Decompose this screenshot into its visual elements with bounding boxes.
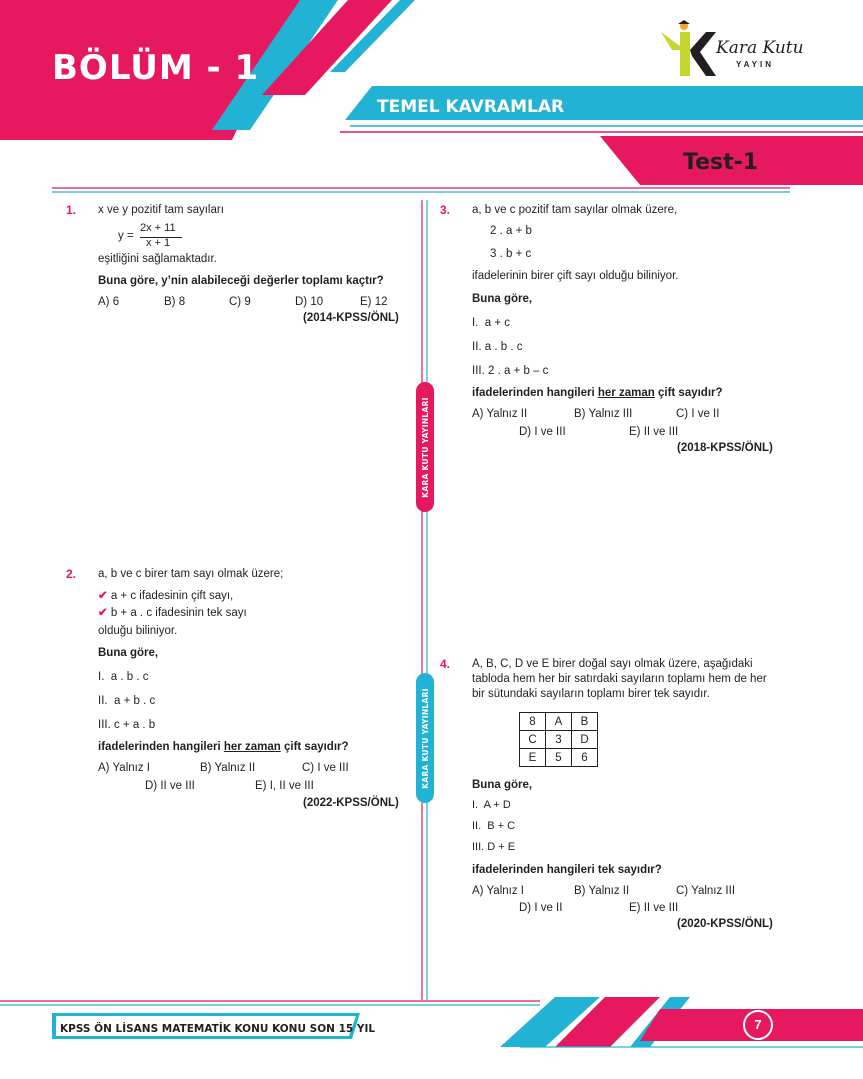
table-cell: 5	[546, 749, 572, 767]
q3-expr-1: 2 . a + b	[490, 225, 532, 237]
table-row	[520, 749, 598, 767]
q1-eq-lhs: y =	[118, 230, 134, 242]
q2-option-b[interactable]: B) Yalnız II	[200, 762, 256, 774]
q4-number: 4.	[440, 657, 451, 671]
footer-title: KPSS ÖN LİSANS MATEMATİK KONU KONU SON 15 YIL	[60, 1023, 376, 1035]
q2-option-a[interactable]: A) Yalnız I	[98, 762, 150, 774]
q1-line2: eşitliğini sağlamaktadır.	[98, 253, 217, 265]
q2-item-1: I. a . b . c	[98, 671, 149, 683]
q2-check2: ✔ b + a . c ifadesinin tek sayı	[98, 607, 247, 619]
q3-question: ifadelerinden hangileri her zaman çift sayıdır?	[472, 387, 723, 399]
q3-option-e[interactable]: E) II ve III	[629, 426, 679, 438]
q1-source: (2014-KPSS/ÖNL)	[303, 312, 399, 324]
table-cell: 8	[520, 713, 546, 731]
q1-eq-denominator: x + 1	[146, 237, 171, 249]
q3-option-a[interactable]: A) Yalnız II	[472, 408, 528, 420]
q3-option-c[interactable]: C) I ve II	[676, 408, 720, 420]
q4-table	[519, 712, 598, 767]
table-cell: D	[572, 731, 598, 749]
q1-option-b[interactable]: B) 8	[164, 296, 186, 308]
q4-text-2: tabloda hem her bir satırdaki sayıların toplamı hem de her	[472, 673, 767, 685]
q1-option-e[interactable]: E) 12	[360, 296, 388, 308]
q3-number: 3.	[440, 203, 451, 217]
q2-option-c[interactable]: C) I ve III	[302, 762, 349, 774]
q2-question: ifadelerinden hangileri her zaman çift sayıdır?	[98, 741, 349, 753]
q1-intro: x ve y pozitif tam sayıları	[98, 204, 224, 216]
q2-intro: a, b ve c birer tam sayı olmak üzere;	[98, 568, 284, 580]
q1-option-c[interactable]: C) 9	[229, 296, 251, 308]
section-title: TEMEL KAVRAMLAR	[377, 97, 565, 117]
q4-option-d[interactable]: D) I ve II	[519, 902, 563, 914]
q3-line: ifadelerinin birer çift sayı olduğu biliniyor.	[472, 270, 679, 282]
q4-item-3: III. D + E	[472, 841, 516, 853]
table-cell: A	[546, 713, 572, 731]
q4-option-c[interactable]: C) Yalnız III	[676, 885, 736, 897]
chapter-title: BÖLÜM - 1	[52, 48, 260, 88]
q2-line: olduğu biliniyor.	[98, 625, 178, 637]
q1-number: 1.	[66, 203, 77, 217]
check-icon: ✔	[98, 590, 108, 602]
q2-check1: ✔ a + c ifadesinin çift sayı,	[98, 590, 234, 602]
q3-option-d[interactable]: D) I ve III	[519, 426, 566, 438]
table-row	[520, 713, 598, 731]
column-divider	[418, 200, 432, 1000]
q4-item-2: II. B + C	[472, 820, 516, 832]
q3-option-b[interactable]: B) Yalnız III	[574, 408, 633, 420]
q3-item-2: II. a . b . c	[472, 341, 523, 353]
q1-option-a[interactable]: A) 6	[98, 296, 120, 308]
q4-text-1: A, B, C, D ve E birer doğal sayı olmak üzere, aşağıdaki	[472, 658, 753, 670]
footer-graphics	[0, 995, 863, 1079]
q4-text-3: bir sütundaki sayıların toplamı birer tek sayıdır.	[472, 688, 710, 700]
q3-source: (2018-KPSS/ÖNL)	[677, 442, 773, 454]
side-badge-top: KARA KUTU YAYINLARI	[416, 382, 434, 512]
table-cell: E	[520, 749, 546, 767]
side-badge-bottom: KARA KUTU YAYINLARI	[416, 673, 434, 803]
q2-source: (2022-KPSS/ÖNL)	[303, 797, 399, 809]
table-cell: 6	[572, 749, 598, 767]
table-cell: C	[520, 731, 546, 749]
q2-item-2: II. a + b . c	[98, 695, 156, 707]
q4-option-b[interactable]: B) Yalnız II	[574, 885, 630, 897]
q2-option-d[interactable]: D) II ve III	[145, 780, 195, 792]
q4-question: ifadelerinden hangileri tek sayıdır?	[472, 864, 662, 876]
q2-lead: Buna göre,	[98, 647, 159, 659]
q4-lead: Buna göre,	[472, 779, 533, 791]
q1-option-d[interactable]: D) 10	[295, 296, 324, 308]
table-cell: B	[572, 713, 598, 731]
q3-intro: a, b ve c pozitif tam sayılar olmak üzere,	[472, 204, 678, 216]
q4-source: (2020-KPSS/ÖNL)	[677, 918, 773, 930]
logo-name: Kara Kutu	[716, 38, 804, 58]
logo-sub: YAYIN	[736, 60, 774, 69]
q3-item-1: I. a + c	[472, 317, 511, 329]
test-title: Test-1	[683, 150, 759, 175]
page-number: 7	[754, 1017, 762, 1032]
q4-item-1: I. A + D	[472, 799, 511, 811]
q3-item-3: III. 2 . a + b – c	[472, 365, 549, 377]
q2-number: 2.	[66, 567, 77, 581]
table-row	[520, 731, 598, 749]
q3-expr-2: 3 . b + c	[490, 248, 532, 260]
q2-option-e[interactable]: E) I, II ve III	[255, 780, 314, 792]
q1-question: Buna göre, y’nin alabileceği değerler toplamı kaçtır?	[98, 275, 384, 287]
q4-option-e[interactable]: E) II ve III	[629, 902, 679, 914]
table-cell: 3	[546, 731, 572, 749]
q2-item-3: III. c + a . b	[98, 719, 156, 731]
q4-option-a[interactable]: A) Yalnız I	[472, 885, 524, 897]
check-icon: ✔	[98, 607, 108, 619]
q3-lead: Buna göre,	[472, 293, 533, 305]
q1-eq-numerator: 2x + 11	[140, 222, 176, 234]
